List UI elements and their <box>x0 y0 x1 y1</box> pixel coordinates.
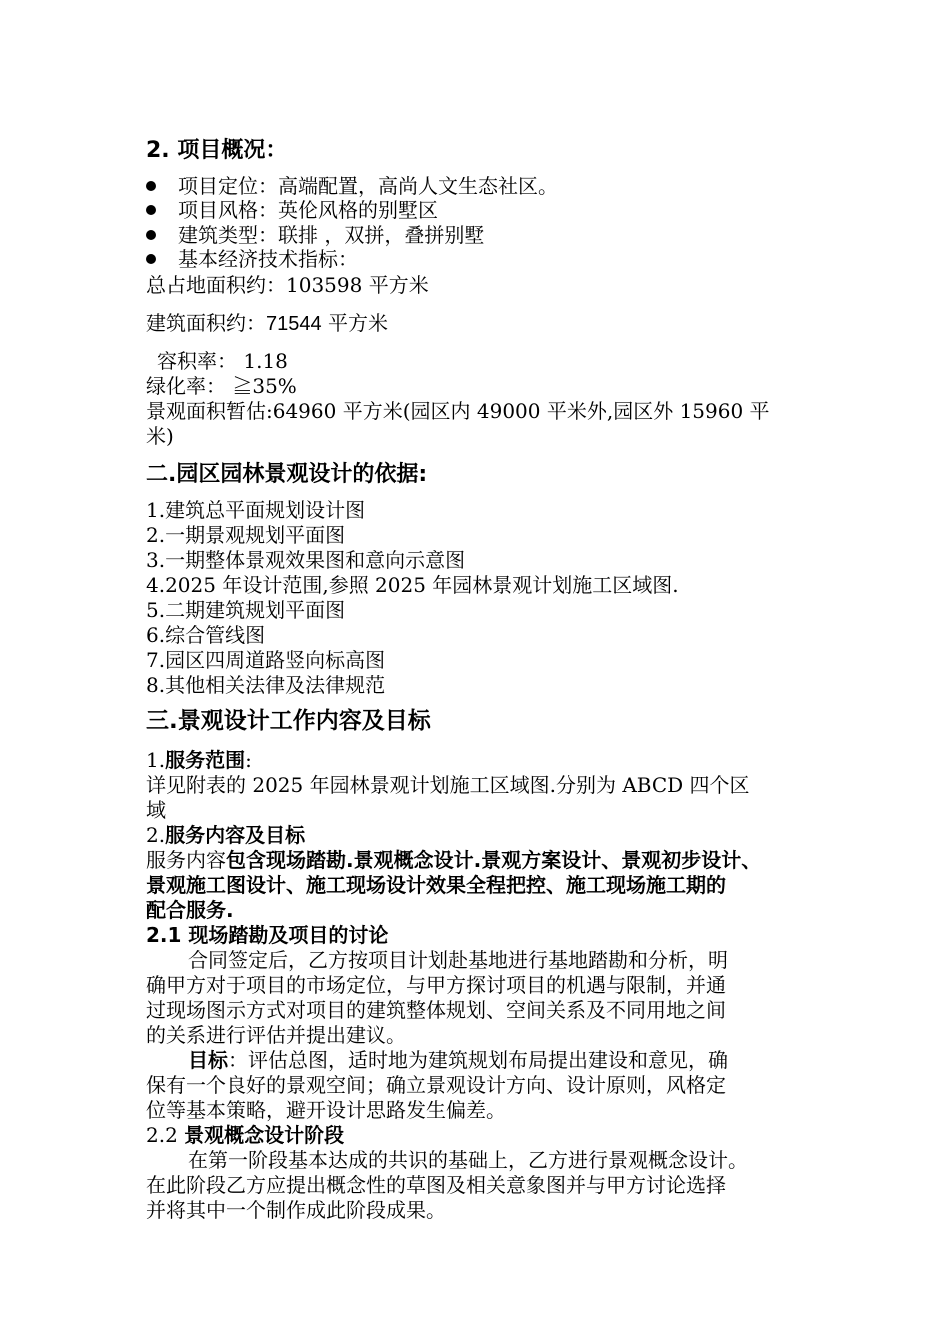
bullet-icon <box>146 254 156 264</box>
service-content-label: 服务内容及目标 <box>165 823 306 847</box>
list-item: 6.综合管线图 <box>146 623 266 647</box>
landscape-area-line2: 米) <box>146 424 174 448</box>
paragraph-line: 合同签定后，乙方按项目计划赴基地进行基地踏勘和分析，明 <box>188 948 728 972</box>
goal-label: 目标 <box>188 1048 228 1072</box>
paragraph-line: 并将其中一个制作成此阶段成果。 <box>146 1198 446 1222</box>
plot-ratio: 容积率： 1.18 <box>157 349 288 373</box>
service-content-text <box>146 850 761 870</box>
service-scope-title <box>146 750 252 770</box>
bullet-icon <box>146 181 156 191</box>
section-heading-scope: 三.景观设计工作内容及目标 <box>146 708 431 734</box>
service-scope-text: 详见附表的 2025 年园林景观计划施工区域图.分别为 ABCD 四个区 <box>146 773 750 797</box>
service-content-bold: 配合服务. <box>146 898 234 922</box>
section-heading-basis: 二.园区园林景观设计的依据: <box>146 462 428 487</box>
building-area <box>146 313 388 334</box>
paragraph-line: 在第一阶段基本达成的共识的基础上，乙方进行景观概念设计。 <box>188 1148 748 1172</box>
service-scope-num: 1. <box>146 748 166 772</box>
list-item: 2.一期景观规划平面图 <box>146 523 346 547</box>
goal-text: ：评估总图，适时地为建筑规划布局提出建设和意见，确 <box>228 1048 728 1072</box>
bullet-icon <box>146 230 156 240</box>
service-content-num: 2. <box>146 823 166 847</box>
bullet-item: 项目定位：高端配置，高尚人文生态社区。 <box>178 174 558 198</box>
building-area-label: 建筑面积约： <box>146 311 266 335</box>
bullet-item: 项目风格：英伦风格的别墅区 <box>178 198 438 222</box>
subsection-title: 景观概念设计阶段 <box>184 1123 345 1147</box>
section-heading-overview: 2. 项目概况： <box>146 138 288 163</box>
subsection-heading-concept <box>146 1125 344 1145</box>
service-content-bold: 景观施工图设计、施工现场设计效果全程把控、施工现场施工期的 <box>146 873 726 897</box>
service-content-bold: 包含现场踏勘.景观概念设计.景观方案设计、景观初步设计、 <box>226 848 762 872</box>
building-area-value: 71544 <box>266 313 322 335</box>
paragraph-line: 在此阶段乙方应提出概念性的草图及相关意象图并与甲方讨论选择 <box>146 1173 726 1197</box>
paragraph-line: 确甲方对于项目的市场定位，与甲方探讨项目的机遇与限制，并通 <box>146 973 726 997</box>
building-area-unit: 平方米 <box>321 311 388 335</box>
bullet-item: 基本经济技术指标： <box>178 247 358 271</box>
paragraph-line: 的关系进行评估并提出建议。 <box>146 1023 406 1047</box>
list-item: 7.园区四周道路竖向标高图 <box>146 648 386 672</box>
list-item: 1.建筑总平面规划设计图 <box>146 498 366 522</box>
subsection-num: 2.2 <box>146 1123 185 1147</box>
service-content-prefix: 服务内容 <box>146 848 226 872</box>
subsection-heading-survey: 2.1 现场踏勘及项目的讨论 <box>146 923 389 947</box>
service-scope-colon: : <box>245 748 252 772</box>
service-content-title <box>146 825 305 845</box>
service-scope-text: 域 <box>146 798 166 822</box>
list-item: 4.2025 年设计范围,参照 2025 年园林景观计划施工区域图. <box>146 573 679 597</box>
paragraph-line: 保有一个良好的景观空间；确立景观设计方向、设计原则，风格定 <box>146 1073 726 1097</box>
bullet-item: 建筑类型：联排 ，双拼，叠拼别墅 <box>178 223 485 247</box>
service-scope-label: 服务范围 <box>165 748 246 772</box>
list-item: 5.二期建筑规划平面图 <box>146 598 346 622</box>
paragraph-line: 位等基本策略，避开设计思路发生偏差。 <box>146 1098 506 1122</box>
goal-line <box>188 1050 728 1070</box>
bullet-icon <box>146 205 156 215</box>
landscape-area-line1: 景观面积暂估:64960 平方米(园区内 49000 平米外,园区外 15960 平 <box>146 399 770 423</box>
paragraph-line: 过现场图示方式对项目的建筑整体规划、空间关系及不同用地之间 <box>146 998 726 1022</box>
green-ratio: 绿化率： ≧35% <box>146 374 297 398</box>
list-item: 3.一期整体景观效果图和意向示意图 <box>146 548 466 572</box>
list-item: 8.其他相关法律及法律规范 <box>146 673 386 697</box>
land-area: 总占地面积约：103598 平方米 <box>146 273 429 297</box>
